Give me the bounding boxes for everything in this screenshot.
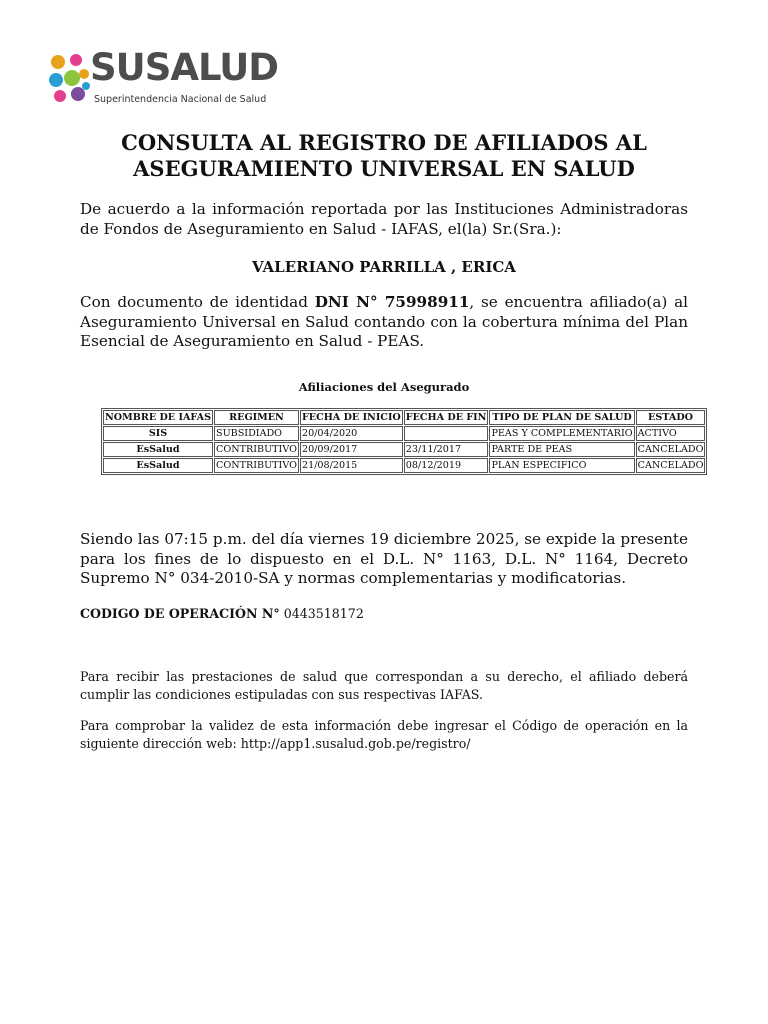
affiliate-name: VALERIANO PARRILLA , ERICA <box>252 258 516 276</box>
susalud-flower-icon <box>48 52 92 106</box>
cell-iafas: SIS <box>103 426 213 441</box>
issuance-paragraph: Siendo las 07:15 p.m. del día viernes 19 diciembre 2025, se expide la presente para los fines de lo dispuesto en el D.L. N° 1163, D.L. N° 1164, Decreto Supremo N° 034-2010-SA y normas complementarias y modificatorias. <box>80 530 688 587</box>
title-line-2: ASEGURAMIENTO UNIVERSAL EN SALUD <box>133 156 635 181</box>
cell-regimen: CONTRIBUTIVO <box>216 444 297 455</box>
logo-tagline: Superintendencia Nacional de Salud <box>94 94 267 105</box>
cell-status: ACTIVO <box>636 426 706 441</box>
logo-wordmark: SUSALUD <box>90 46 278 89</box>
table-header-row <box>103 410 705 425</box>
cell-regimen: SUBSIDIADO <box>214 426 299 441</box>
header-regimen: REGIMEN <box>214 410 299 425</box>
cell-end-date: 23/11/2017 <box>404 442 489 457</box>
cell-plan-type: PLAN ESPECIFICO <box>489 458 634 473</box>
header-start-date: FECHA DE INICIO <box>301 412 401 423</box>
table-row <box>103 426 705 441</box>
cell-plan-type: PARTE DE PEAS <box>489 442 634 457</box>
dni-number: DNI N° 75998911 <box>314 293 470 311</box>
table-row <box>103 458 705 473</box>
cell-status: CANCELADO <box>637 460 704 471</box>
cell-end-date <box>404 426 489 441</box>
affiliations-table <box>101 408 707 475</box>
cell-status: CANCELADO <box>637 444 704 455</box>
cell-plan-type: PEAS Y COMPLEMENTARIO <box>491 428 633 439</box>
identity-suffix: , se encuentra afiliado(a) al Aseguramiento Universal en Salud contando con la cobertura mínima del Plan Esencial de Aseguramiento en Salud - PEAS. <box>80 293 689 350</box>
header-iafas: NOMBRE DE IAFAS <box>105 412 212 423</box>
table-caption: Afiliaciones del Asegurado <box>298 380 470 394</box>
identity-paragraph <box>80 293 688 352</box>
intro-paragraph: De acuerdo a la información reportada por las Instituciones Administradoras de Fondos de Aseguramiento en Salud - IAFAS, el(la) Sr.(Sra.): <box>80 200 688 238</box>
operation-code <box>80 606 364 621</box>
cell-iafas: EsSalud <box>103 442 213 457</box>
cell-end-date: 08/12/2019 <box>404 458 489 473</box>
operation-code-value: 0443518172 <box>283 606 364 621</box>
cell-start-date: 21/08/2015 <box>300 458 403 473</box>
table-row <box>103 442 705 457</box>
cell-start-date: 20/09/2017 <box>300 442 403 457</box>
operation-code-label: CODIGO DE OPERACIÓN N° <box>80 606 280 621</box>
header-plan-type: TIPO DE PLAN DE SALUD <box>489 410 634 425</box>
validation-note: Para comprobar la validez de esta información debe ingresar el Código de operación en la siguiente dirección web: http://app1.susalud.gob.pe/registro/ <box>80 718 688 751</box>
identity-prefix: Con documento de identidad <box>80 293 315 311</box>
title-line-1: CONSULTA AL REGISTRO DE AFILIADOS AL <box>121 130 647 155</box>
cell-iafas: EsSalud <box>103 458 213 473</box>
cell-regimen: CONTRIBUTIVO <box>216 460 297 471</box>
page-title <box>80 130 688 182</box>
header-end-date: FECHA DE FIN <box>405 412 487 423</box>
benefits-note: Para recibir las prestaciones de salud que correspondan a su derecho, el afiliado deberá cumplir las condiciones estipuladas con sus respectivas IAFAS. <box>80 669 688 702</box>
header-status: ESTADO <box>636 410 706 425</box>
susalud-logo <box>48 46 288 110</box>
cell-start-date: 20/04/2020 <box>300 426 403 441</box>
